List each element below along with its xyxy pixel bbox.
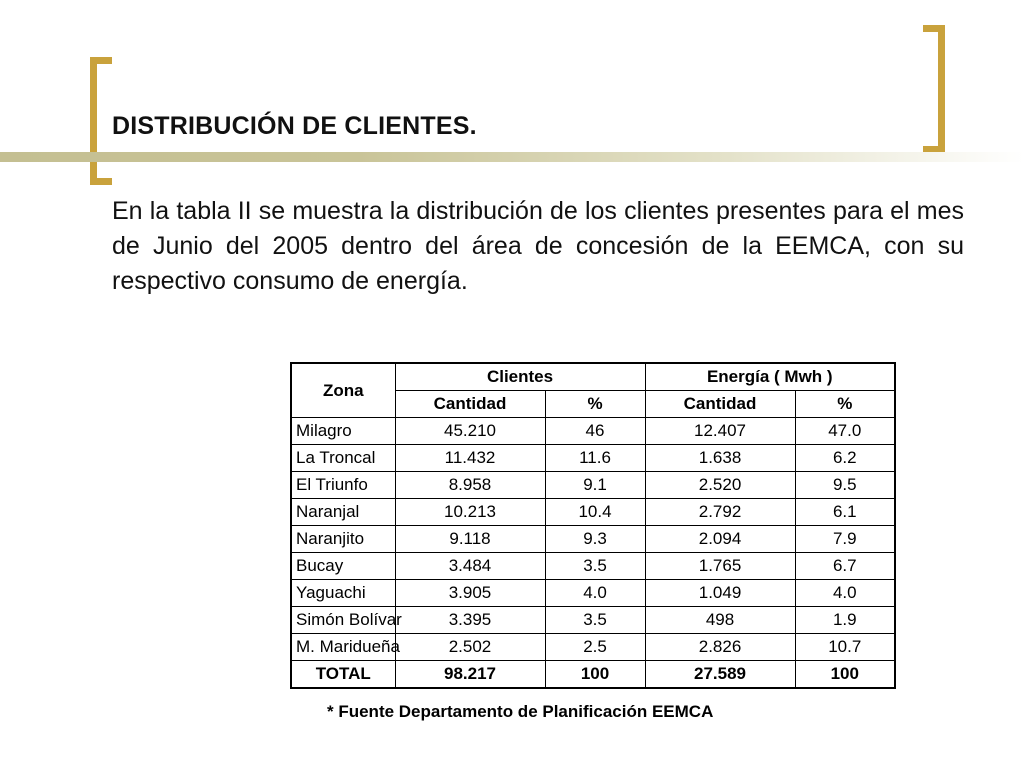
table-header-row (291, 363, 895, 391)
total-clientes: 98.217 (395, 661, 545, 689)
cell-energia: 1.638 (645, 445, 795, 472)
cell-energia: 498 (645, 607, 795, 634)
cell-clientes: 8.958 (395, 472, 545, 499)
cell-energia: 1.049 (645, 580, 795, 607)
distribution-table (290, 362, 896, 689)
cell-clientes-pct: 3.5 (545, 553, 645, 580)
cell-energia-pct: 7.9 (795, 526, 895, 553)
header-clientes: Clientes (395, 363, 645, 391)
distribution-table-container (290, 362, 862, 689)
subheader-energia-cantidad: Cantidad (645, 391, 795, 418)
cell-zona: Naranjito (291, 526, 395, 553)
cell-zona: La Troncal (291, 445, 395, 472)
cell-energia: 1.765 (645, 553, 795, 580)
cell-clientes-pct: 4.0 (545, 580, 645, 607)
cell-energia: 2.094 (645, 526, 795, 553)
left-bracket-ornament (90, 57, 112, 185)
cell-clientes: 9.118 (395, 526, 545, 553)
cell-clientes: 3.905 (395, 580, 545, 607)
cell-energia-pct: 47.0 (795, 418, 895, 445)
cell-clientes: 3.484 (395, 553, 545, 580)
table-row (291, 418, 895, 445)
cell-clientes: 10.213 (395, 499, 545, 526)
cell-clientes-pct: 3.5 (545, 607, 645, 634)
cell-energia: 12.407 (645, 418, 795, 445)
cell-zona: Bucay (291, 553, 395, 580)
cell-energia-pct: 6.1 (795, 499, 895, 526)
title-underline-band (0, 152, 1024, 162)
table-row (291, 445, 895, 472)
cell-energia: 2.792 (645, 499, 795, 526)
subheader-clientes-pct: % (545, 391, 645, 418)
cell-energia-pct: 6.2 (795, 445, 895, 472)
right-bracket-ornament (923, 25, 945, 153)
total-energia-pct: 100 (795, 661, 895, 689)
source-note: * Fuente Departamento de Planificación EEMCA (327, 702, 714, 721)
table-total-row (291, 661, 895, 689)
cell-energia-pct: 1.9 (795, 607, 895, 634)
cell-energia-pct: 6.7 (795, 553, 895, 580)
cell-clientes-pct: 10.4 (545, 499, 645, 526)
total-energia: 27.589 (645, 661, 795, 689)
table-row (291, 634, 895, 661)
cell-zona: M. Maridueña (291, 634, 395, 661)
cell-zona: Yaguachi (291, 580, 395, 607)
cell-clientes: 11.432 (395, 445, 545, 472)
cell-zona: Simón Bolívar (291, 607, 395, 634)
slide-title: DISTRIBUCIÓN DE CLIENTES. (112, 112, 477, 140)
cell-clientes: 45.210 (395, 418, 545, 445)
subheader-energia-pct: % (795, 391, 895, 418)
table-row (291, 553, 895, 580)
cell-energia-pct: 10.7 (795, 634, 895, 661)
cell-energia: 2.520 (645, 472, 795, 499)
cell-clientes: 3.395 (395, 607, 545, 634)
table-row (291, 499, 895, 526)
total-label: TOTAL (291, 661, 395, 689)
table-row (291, 526, 895, 553)
cell-zona: El Triunfo (291, 472, 395, 499)
header-zona: Zona (291, 363, 395, 418)
cell-energia: 2.826 (645, 634, 795, 661)
cell-clientes: 2.502 (395, 634, 545, 661)
cell-zona: Naranjal (291, 499, 395, 526)
cell-zona: Milagro (291, 418, 395, 445)
cell-clientes-pct: 9.3 (545, 526, 645, 553)
cell-clientes-pct: 11.6 (545, 445, 645, 472)
cell-clientes-pct: 9.1 (545, 472, 645, 499)
table-row (291, 580, 895, 607)
total-clientes-pct: 100 (545, 661, 645, 689)
table-row (291, 472, 895, 499)
table-row (291, 607, 895, 634)
cell-clientes-pct: 46 (545, 418, 645, 445)
cell-energia-pct: 9.5 (795, 472, 895, 499)
cell-energia-pct: 4.0 (795, 580, 895, 607)
subheader-clientes-cantidad: Cantidad (395, 391, 545, 418)
cell-clientes-pct: 2.5 (545, 634, 645, 661)
slide-paragraph: En la tabla II se muestra la distribución de los clientes presentes para el mes de Junio del 2005 dentro del área de concesión de la EEMCA, con su respectivo consumo de energía. (112, 197, 964, 295)
header-energia: Energía ( Mwh ) (645, 363, 895, 391)
